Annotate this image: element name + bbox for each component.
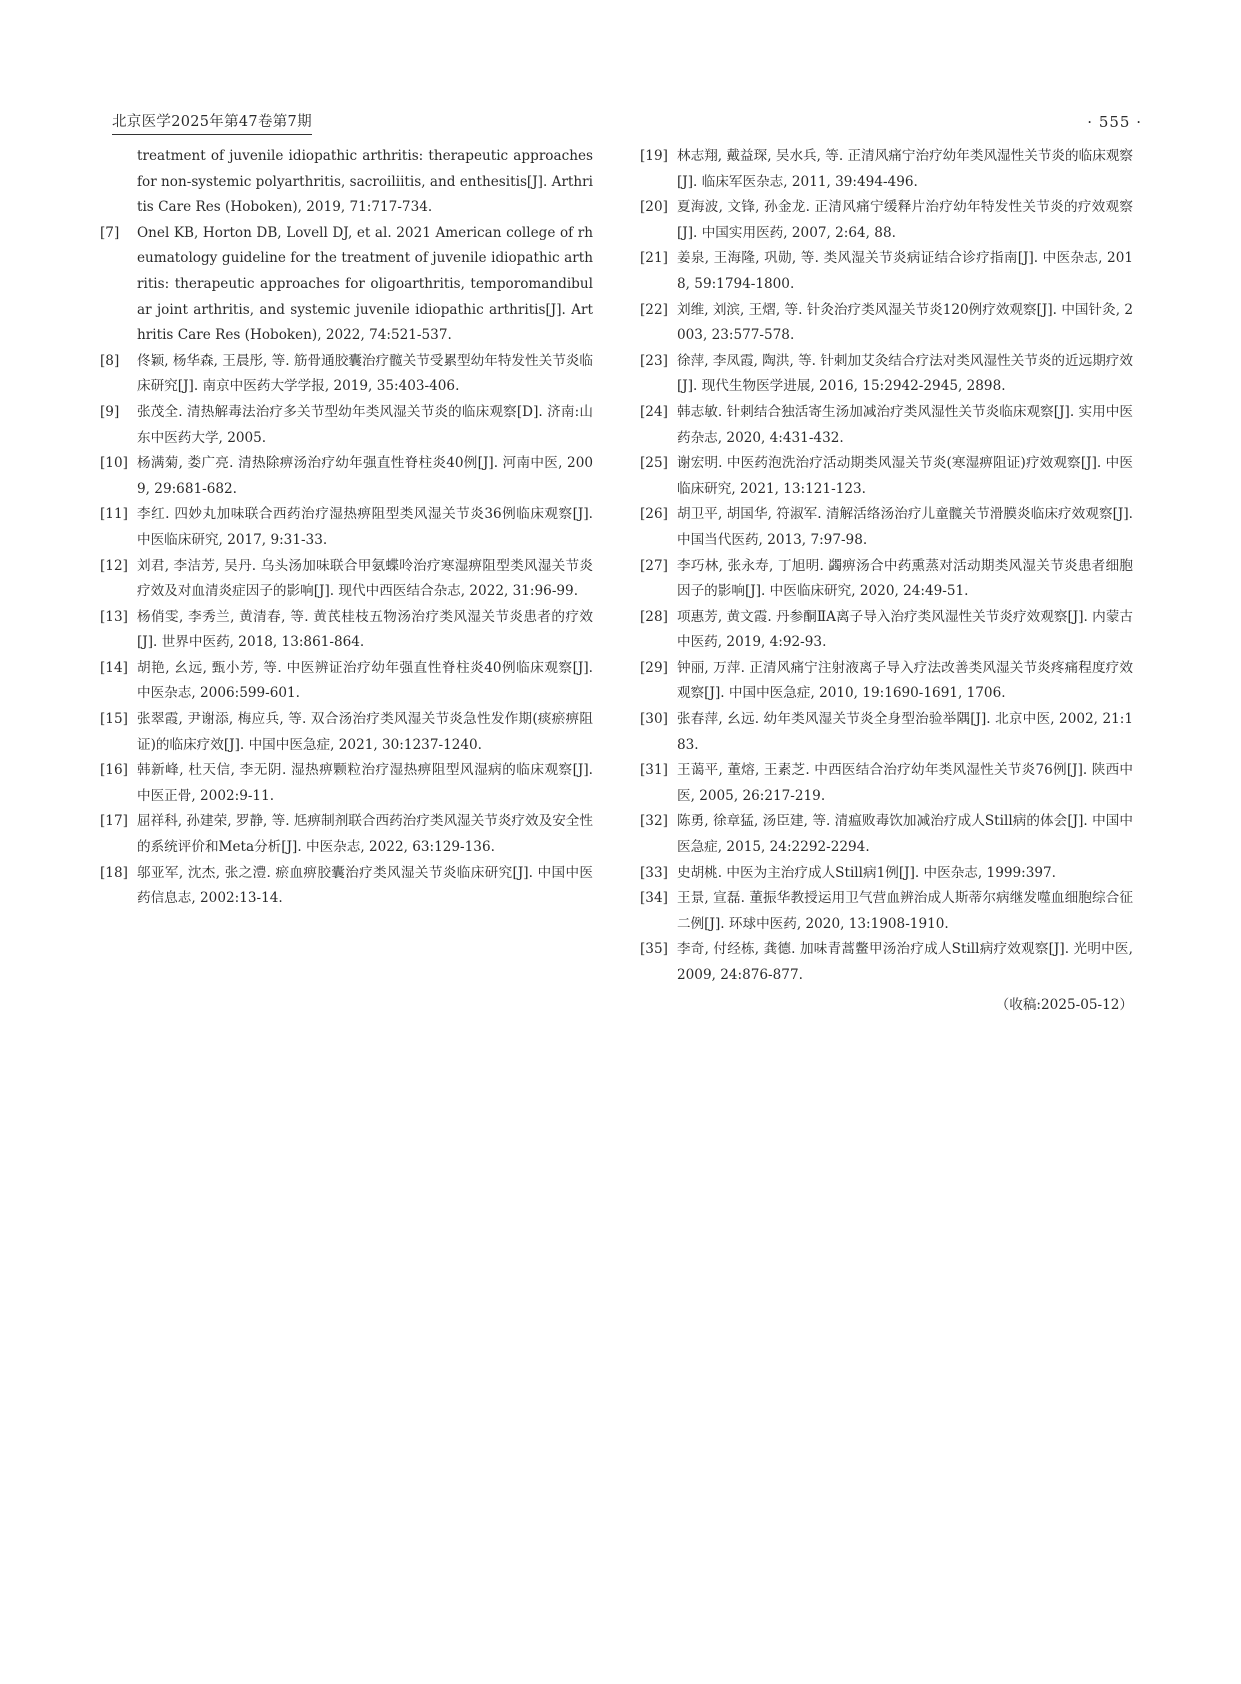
reference-text: 陈勇, 徐章猛, 汤臣建, 等. 清瘟败毒饮加减治疗成人Still病的体会[J]. 中国中医急症, 2015, 24:2292-2294. xyxy=(677,813,1133,856)
reference-item xyxy=(640,605,1133,656)
reference-text: 韩新峰, 杜天信, 李无阴. 湿热痹颗粒治疗湿热痹阻型风湿病的临床观察[J]. 中医正骨, 2002:9-11. xyxy=(137,762,593,804)
reference-number: [28] xyxy=(640,608,668,625)
reference-text: 钟丽, 万萍. 正清风痛宁注射液离子导入疗法改善类风湿关节炎疼痛程度疗效观察[J]. 中国中医急症, 2010, 19:1690-1691, 1706. xyxy=(677,659,1133,702)
reference-text: 徐萍, 李凤霞, 陶洪, 等. 针刺加艾灸结合疗法对类风湿性关节炎的近远期疗效[J]. 现代生物医学进展, 2016, 15:2942-2945, 2898. xyxy=(677,352,1133,395)
reference-number: [32] xyxy=(640,813,668,830)
reference-item xyxy=(100,861,593,912)
reference-text: 林志翔, 戴益琛, 吴水兵, 等. 正清风痛宁治疗幼年类风湿性关节炎的临床观察[J]. 临床军医杂志, 2011, 39:494-496. xyxy=(677,148,1133,190)
reference-number: [24] xyxy=(640,403,668,420)
reference-number: [12] xyxy=(100,557,128,574)
reference-text: 屈祥科, 孙建荣, 罗静, 等. 尪痹制剂联合西药治疗类风湿关节炎疗效及安全性的系统评价和Meta分析[J]. 中医杂志, 2022, 63:129-136. xyxy=(137,813,593,856)
reference-number: [14] xyxy=(100,659,128,676)
reference-item xyxy=(640,758,1133,809)
reference-item xyxy=(100,451,593,502)
right-reference-list xyxy=(640,144,1133,989)
reference-item xyxy=(100,656,593,707)
reference-item xyxy=(640,144,1133,195)
reference-number: [18] xyxy=(100,864,128,881)
left-reference-list xyxy=(100,221,593,912)
reference-item xyxy=(640,502,1133,553)
reference-item xyxy=(640,400,1133,451)
reference-number: [17] xyxy=(100,813,128,830)
reference-text: 李巧林, 张永寿, 丁旭明. 蠲痹汤合中药熏蒸对活动期类风湿关节炎患者细胞因子的影响[J]. 中医临床研究, 2020, 24:49-51. xyxy=(677,557,1133,600)
reference-text: 杨俏雯, 李秀兰, 黄清春, 等. 黄芪桂枝五物汤治疗类风湿关节炎患者的疗效[J]. 世界中医药, 2018, 13:861-864. xyxy=(137,608,593,651)
reference-number: [19] xyxy=(640,148,668,164)
reference-item xyxy=(100,809,593,860)
reference-number: [9] xyxy=(100,403,120,420)
reference-item xyxy=(640,656,1133,707)
left-column xyxy=(100,144,593,912)
reference-text: 姜泉, 王海隆, 巩勋, 等. 类风湿关节炎病证结合诊疗指南[J]. 中医杂志, 2018, 59:1794-1800. xyxy=(677,250,1133,292)
reference-item xyxy=(640,298,1133,349)
reference-text: Onel KB, Horton DB, Lovell DJ, et al. 2021 American college of rheumatology guideline for the treatment of juvenile idiopathic arthritis: therapeutic approaches for oligoarthritis, temporomandibular joint arthritis, and systemic juvenile idiopathic arthritis[J]. Arthritis Care Res (Hoboken), 2022, 74:521-537. xyxy=(137,224,593,344)
reference-text: 李红. 四妙丸加味联合西药治疗湿热痹阻型类风湿关节炎36例临床观察[J]. 中医临床研究, 2017, 9:31-33. xyxy=(137,506,593,548)
reference-item xyxy=(100,554,593,605)
reference-number: [26] xyxy=(640,506,668,523)
reference-number: [15] xyxy=(100,711,128,728)
reference-text: 张翠霞, 尹谢添, 梅应兵, 等. 双合汤治疗类风湿关节炎急性发作期(痰瘀痹阻证)的临床疗效[J]. 中国中医急症, 2021, 30:1237-1240. xyxy=(137,711,593,753)
reference-item xyxy=(100,758,593,809)
reference-item xyxy=(100,707,593,758)
reference-text: 胡艳, 幺远, 甄小芳, 等. 中医辨证治疗幼年强直性脊柱炎40例临床观察[J]. 中医杂志, 2006:599-601. xyxy=(137,659,593,702)
reference-text: 王蔼平, 董熔, 王素芝. 中西医结合治疗幼年类风湿性关节炎76例[J]. 陕西中医, 2005, 26:217-219. xyxy=(677,762,1133,804)
reference-item xyxy=(640,861,1133,887)
reference-item xyxy=(640,195,1133,246)
reference-item xyxy=(640,451,1133,502)
reference-continuation xyxy=(100,144,593,221)
reference-item xyxy=(640,554,1133,605)
right-column xyxy=(640,144,1133,1018)
reference-text: 张茂全. 清热解毒法治疗多关节型幼年类风湿关节炎的临床观察[D]. 济南:山东中医药大学, 2005. xyxy=(137,403,593,446)
reference-text: 王景, 宣磊. 董振华教授运用卫气营血辨治成人斯蒂尔病继发噬血细胞综合征二例[J]. 环球中医药, 2020, 13:1908-1910. xyxy=(677,890,1133,932)
reference-item xyxy=(640,246,1133,297)
reference-text: 张春萍, 幺远. 幼年类风湿关节炎全身型治验举隅[J]. 北京中医, 2002, 21:183. xyxy=(677,711,1133,753)
reference-number: [30] xyxy=(640,711,668,728)
reference-text: 杨满菊, 娄广亮. 清热除痹汤治疗幼年强直性脊柱炎40例[J]. 河南中医, 2009, 29:681-682. xyxy=(137,455,593,497)
reference-item xyxy=(100,400,593,451)
reference-number: [34] xyxy=(640,890,668,907)
received-date: （收稿:2025-05-12） xyxy=(995,996,1133,1013)
reference-item xyxy=(100,502,593,553)
reference-number: [10] xyxy=(100,455,128,472)
reference-number: [7] xyxy=(100,224,120,241)
reference-number: [13] xyxy=(100,608,128,625)
reference-number: [8] xyxy=(100,352,120,369)
reference-text: 刘维, 刘滨, 王熠, 等. 针灸治疗类风湿关节炎120例疗效观察[J]. 中国针灸, 2003, 23:577-578. xyxy=(677,301,1133,344)
reference-number: [25] xyxy=(640,455,668,472)
reference-number: [35] xyxy=(640,941,668,958)
reference-text: 史胡桃. 中医为主治疗成人Still病1例[J]. 中医杂志, 1999:397. xyxy=(677,864,1056,881)
reference-text: 李奇, 付经栋, 龚德. 加味青蒿鳖甲汤治疗成人Still病疗效观察[J]. 光明中医, 2009, 24:876-877. xyxy=(677,941,1133,983)
reference-item xyxy=(100,605,593,656)
reference-number: [21] xyxy=(640,250,668,267)
reference-number: [23] xyxy=(640,352,668,369)
page-number: · 555 · xyxy=(1087,113,1142,131)
reference-number: [11] xyxy=(100,506,128,523)
reference-item xyxy=(100,349,593,400)
reference-item xyxy=(640,886,1133,937)
reference-text: 邬亚军, 沈杰, 张之澧. 瘀血痹胶囊治疗类风湿关节炎临床研究[J]. 中国中医药信息志, 2002:13-14. xyxy=(137,864,593,907)
reference-item xyxy=(640,937,1133,988)
reference-text: 韩志敏. 针刺结合独活寄生汤加减治疗类风湿性关节炎临床观察[J]. 实用中医药杂志, 2020, 4:431-432. xyxy=(677,403,1133,446)
reference-text: treatment of juvenile idiopathic arthritis: therapeutic approaches for non-systemic polyarthritis, sacroiliitis, and enthesitis[J]. Arthritis Care Res (Hoboken), 2019, 71:717-734. xyxy=(137,148,593,216)
reference-number: [29] xyxy=(640,659,668,676)
reference-item xyxy=(100,221,593,349)
reference-number: [22] xyxy=(640,301,668,318)
reference-number: [27] xyxy=(640,557,668,574)
journal-issue: 北京医学2025年第47卷第7期 xyxy=(112,112,312,135)
reference-text: 佟颖, 杨华森, 王晨彤, 等. 筋骨通胶囊治疗髋关节受累型幼年特发性关节炎临床研究[J]. 南京中医药大学学报, 2019, 35:403-406. xyxy=(137,352,593,395)
reference-item xyxy=(640,809,1133,860)
reference-text: 胡卫平, 胡国华, 符淑军. 清解活络汤治疗儿童髋关节滑膜炎临床疗效观察[J]. 中国当代医药, 2013, 7:97-98. xyxy=(677,506,1133,548)
reference-number: [20] xyxy=(640,199,668,216)
reference-number: [33] xyxy=(640,864,668,881)
reference-item xyxy=(640,349,1133,400)
page-header xyxy=(112,112,1142,138)
reference-text: 项惠芳, 黄文霞. 丹参酮ⅡA离子导入治疗类风湿性关节炎疗效观察[J]. 内蒙古中医药, 2019, 4:92-93. xyxy=(677,608,1133,651)
reference-item xyxy=(640,707,1133,758)
reference-number: [16] xyxy=(100,762,128,779)
reference-number: [31] xyxy=(640,762,668,779)
reference-text: 谢宏明. 中医药泡洗治疗活动期类风湿关节炎(寒湿痹阻证)疗效观察[J]. 中医临床研究, 2021, 13:121-123. xyxy=(677,455,1133,497)
reference-text: 夏海波, 文锋, 孙金龙. 正清风痛宁缓释片治疗幼年特发性关节炎的疗效观察[J]. 中国实用医药, 2007, 2:64, 88. xyxy=(677,199,1133,241)
reference-text: 刘君, 李洁芳, 吴丹. 乌头汤加味联合甲氨蝶呤治疗寒湿痹阻型类风湿关节炎疗效及对血清炎症因子的影响[J]. 现代中西医结合杂志, 2022, 31:96-99. xyxy=(137,557,593,600)
